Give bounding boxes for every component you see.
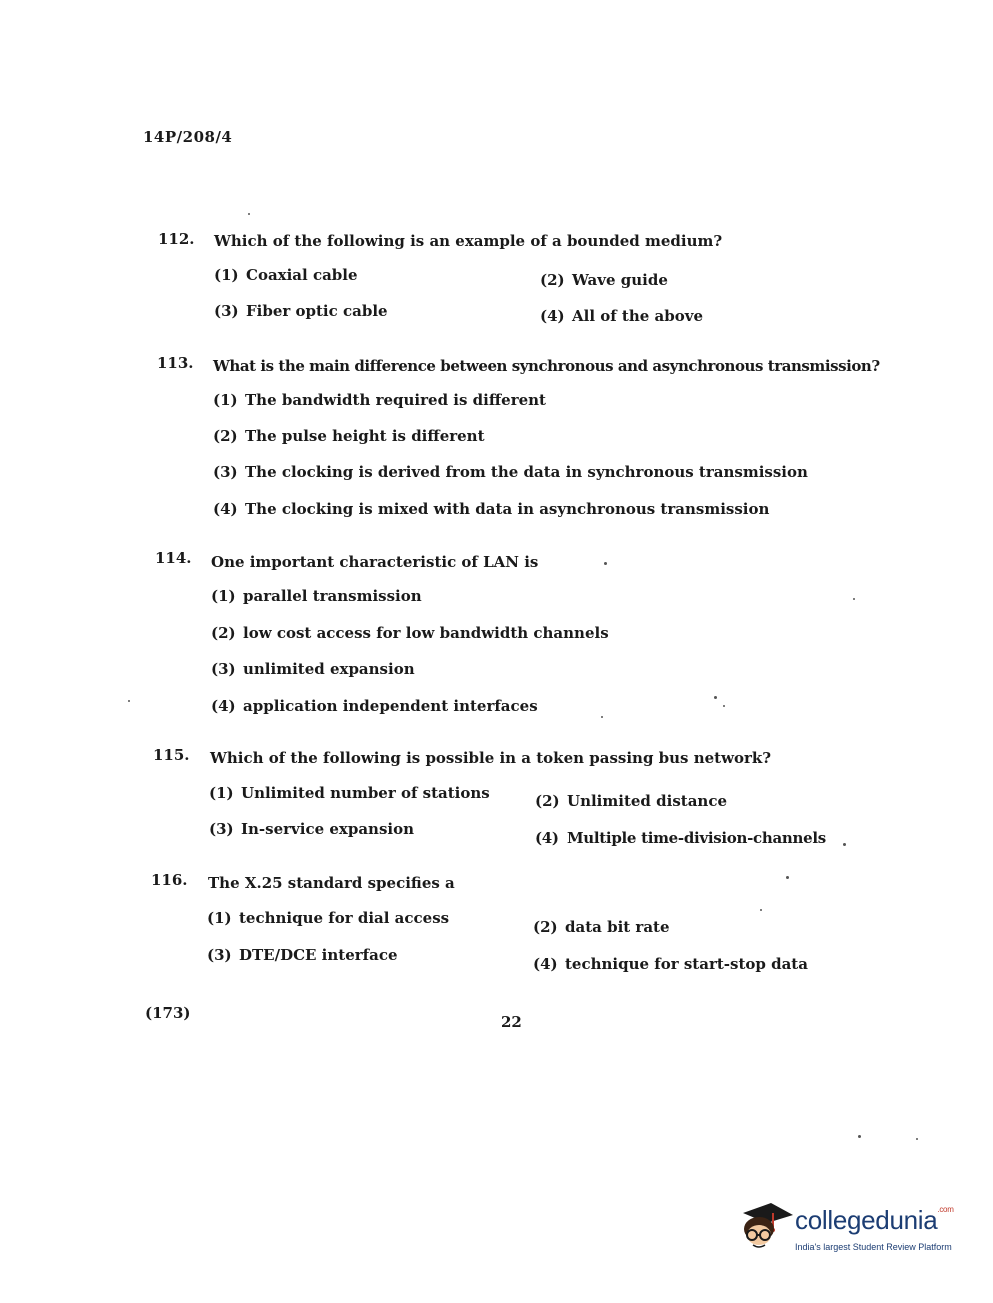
scan-speck xyxy=(128,700,130,702)
scan-speck xyxy=(786,876,789,879)
logo-wordmark: collegedunia$^{.com}$ xyxy=(795,1205,954,1235)
scan-speck xyxy=(604,562,607,565)
scan-speck xyxy=(248,213,250,215)
question-number: 115. xyxy=(153,746,190,764)
option-1: (1) parallel transmission xyxy=(211,587,422,605)
option-2: (2) data bit rate xyxy=(533,918,670,936)
scan-speck xyxy=(601,716,603,718)
scan-speck xyxy=(843,843,846,846)
option-2: (2) Unlimited distance xyxy=(535,792,727,810)
option-4: (4) technique for start-stop data xyxy=(533,955,808,973)
option-3: (3) unlimited expansion xyxy=(211,660,415,678)
option-1: (1) Coaxial cable xyxy=(214,266,358,284)
option-2: (2) low cost access for low bandwidth channels xyxy=(211,624,609,642)
page-number: 22 xyxy=(501,1013,522,1031)
collegedunia-logo xyxy=(733,1195,963,1260)
option-4: (4) application independent interfaces xyxy=(211,697,538,715)
option-3: (3) DTE/DCE interface xyxy=(207,946,398,964)
question-number: 116. xyxy=(151,871,188,889)
mascot-icon xyxy=(733,1195,795,1255)
question-number: 114. xyxy=(155,549,192,567)
logo-tagline: India's largest Student Review Platform xyxy=(795,1242,952,1252)
scan-speck xyxy=(714,696,717,699)
option-3: (3) Fiber optic cable xyxy=(214,302,388,320)
question-text: The X.25 standard specifies a xyxy=(208,874,455,892)
option-2: (2) Wave guide xyxy=(540,271,668,289)
question-number: 112. xyxy=(158,230,195,248)
scan-speck xyxy=(723,705,725,707)
scan-speck xyxy=(858,1135,861,1138)
option-3: (3) The clocking is derived from the data in synchronous transmission xyxy=(213,463,808,481)
scan-speck xyxy=(916,1138,918,1140)
option-4: (4) The clocking is mixed with data in asynchronous transmission xyxy=(213,500,770,518)
option-3: (3) In-service expansion xyxy=(209,820,415,838)
option-1: (1) technique for dial access xyxy=(207,909,450,927)
option-4: (4) All of the above xyxy=(540,307,704,325)
question-text: What is the main difference between synchronous and asynchronous transmission? xyxy=(213,357,880,375)
option-1: (1) Unlimited number of stations xyxy=(209,784,490,802)
option-4: (4) Multiple time-division-channels xyxy=(535,829,826,847)
option-2: (2) The pulse height is different xyxy=(213,427,485,445)
question-number: 113. xyxy=(157,354,194,372)
option-1: (1) The bandwidth required is different xyxy=(213,391,546,409)
scan-speck xyxy=(760,909,762,911)
page-code: 14P/208/4 xyxy=(143,128,233,146)
scan-speck xyxy=(853,598,855,600)
question-text: Which of the following is an example of a bounded medium? xyxy=(214,232,723,250)
footer-code: (173) xyxy=(145,1004,191,1022)
question-text: Which of the following is possible in a token passing bus network? xyxy=(210,749,772,767)
question-text: One important characteristic of LAN is xyxy=(211,553,539,571)
